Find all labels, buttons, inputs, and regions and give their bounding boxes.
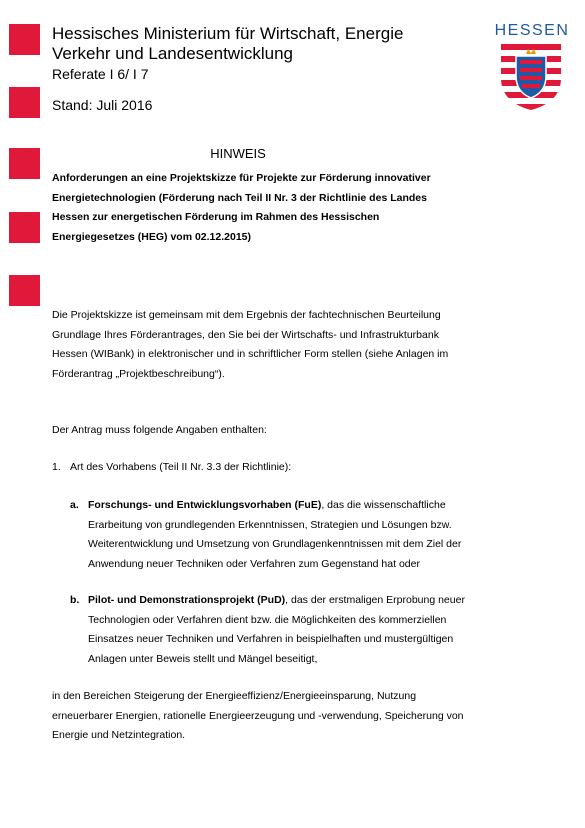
item-b-bold: Pilot- und Demonstrationsprojekt (PuD): [88, 594, 286, 606]
red-marker-2: [9, 87, 40, 118]
paragraph-line: Förderantrag „Projektbeschreibung“).: [52, 367, 225, 380]
red-marker-4: [9, 212, 40, 243]
stand-date: Stand: Juli 2016: [52, 97, 153, 113]
item-a-bold: Forschungs- und Entwicklungsvorhaben (FuE): [88, 499, 322, 511]
paragraph-line: Grundlage Ihres Förderantrages, den Sie bei der Wirtschafts- und Infrastrukturbank: [52, 328, 439, 341]
item-b-text: [88, 591, 465, 669]
paragraph-line: Hessen (WIBank) in elektronischer und in schriftlicher Form stellen (siehe Anlagen im: [52, 348, 449, 360]
item-1-number: 1.: [52, 461, 61, 473]
hessen-logo-text: HESSEN: [494, 22, 570, 39]
ministry-title-line2: Verkehr und Landesentwicklung: [52, 44, 293, 63]
paragraph-projektskizze: [52, 306, 448, 384]
paragraph-line: Die Projektskizze ist gemeinsam mit dem Ergebnis der fachtechnischen Beurteilung: [52, 309, 441, 321]
item-b-line: Einsatzes neuer Techniken und Verfahren in beispielhaften und mustergültigen: [88, 633, 454, 645]
intro-line: Energietechnologien (Förderung nach Teil II Nr. 3 der Richtlinie des Landes: [52, 191, 427, 204]
item-b-line: Technologien oder Verfahren dient bzw. die Möglichkeiten des kommerziellen: [88, 613, 447, 626]
item-a-first-rest: , das die wissenschaftliche: [321, 499, 446, 511]
item-a-line: Weiterentwicklung und Umsetzung von Grundlagenkenntnissen mit dem Ziel der: [88, 538, 462, 550]
item-1-text: Art des Vorhabens (Teil II Nr. 3.3 der Richtlinie):: [70, 461, 292, 473]
item-a-text: [88, 496, 461, 574]
item-b-first-line: [88, 591, 465, 611]
item-b-first-rest: , das der erstmaligen Erprobung neuer: [285, 594, 465, 606]
item-b-line: Anlagen unter Beweis stellt und Mängel beseitigt,: [88, 652, 318, 665]
item-a-line: Erarbeitung von grundlegenden Erkenntnissen, Strategien und Lösungen bzw.: [88, 518, 452, 531]
item-a-letter: a.: [70, 499, 79, 511]
intro-line: Energiegesetzes (HEG) vom 02.12.2015): [52, 230, 252, 243]
hessen-coat-of-arms-icon: [498, 42, 564, 112]
intro-bold-text: [52, 169, 431, 247]
item-a-first-line: [88, 496, 461, 516]
red-marker-5: [9, 275, 40, 306]
paragraph-bereiche: [52, 687, 464, 746]
ministry-title-line1: Hessisches Ministerium für Wirtschaft, Energie: [52, 24, 404, 43]
paragraph-line: in den Bereichen Steigerung der Energieeffizienz/Energieeinsparung, Nutzung: [52, 690, 417, 702]
referate: Referate I 6/ I 7: [52, 66, 149, 82]
intro-line: Anforderungen an eine Projektskizze für Projekte zur Förderung innovativer: [52, 172, 431, 184]
red-marker-1: [9, 24, 40, 55]
paragraph-antrag: Der Antrag muss folgende Angaben enthalten:: [52, 424, 267, 436]
intro-line: Hessen zur energetischen Förderung im Rahmen des Hessischen: [52, 211, 380, 223]
paragraph-line: erneuerbarer Energien, rationelle Energieerzeugung und -verwendung, Speicherung von: [52, 709, 464, 722]
paragraph-line: Energie und Netzintegration.: [52, 729, 186, 741]
item-b-letter: b.: [70, 594, 80, 606]
hinweis-heading: HINWEIS: [210, 146, 266, 161]
item-a-line: Anwendung neuer Techniken oder Verfahren zum Gegenstand hat oder: [88, 557, 420, 570]
